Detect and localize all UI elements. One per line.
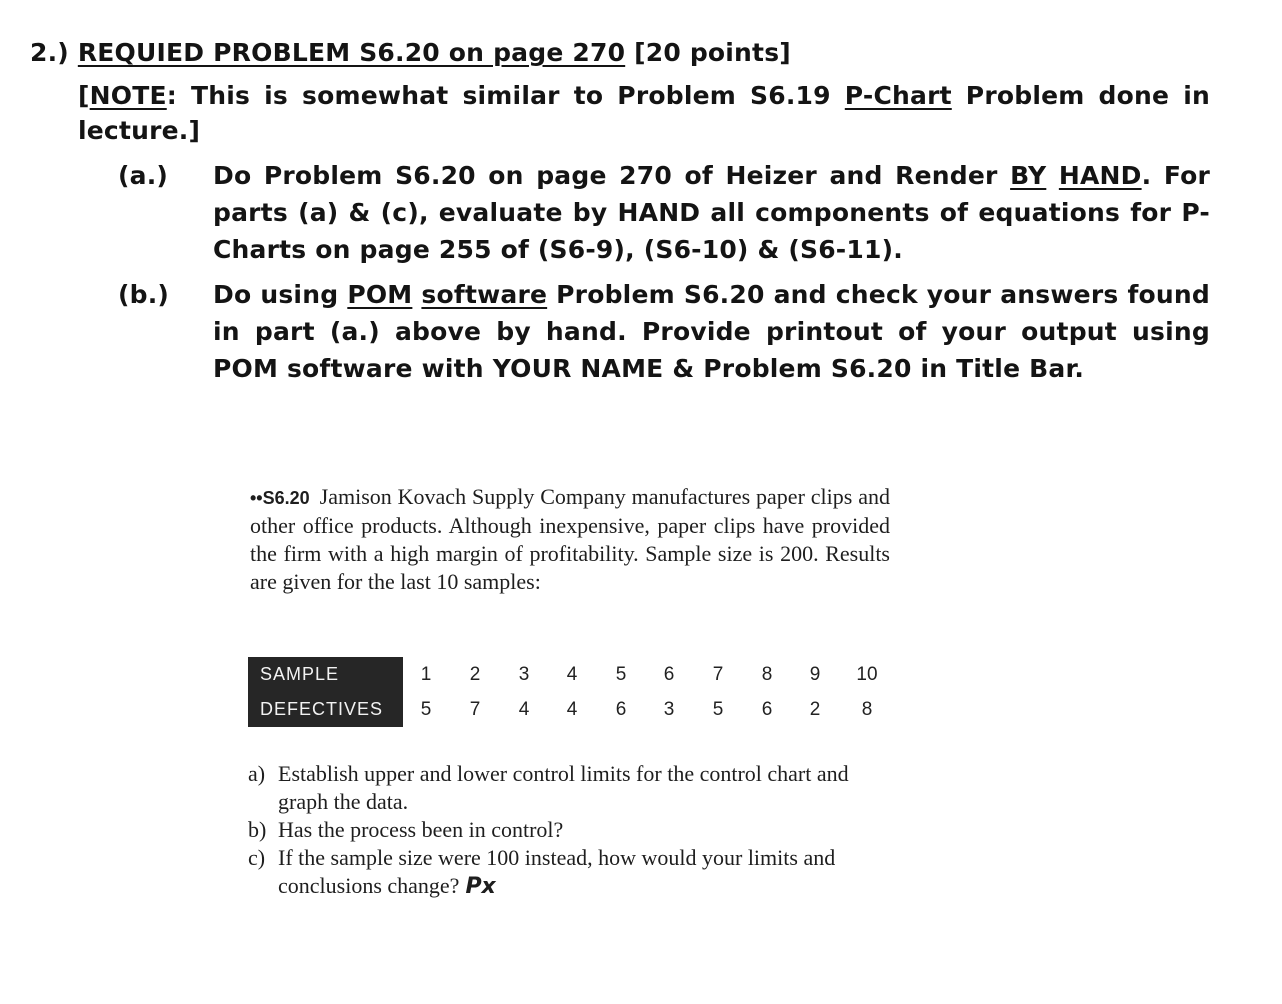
note-bracket: [	[78, 81, 90, 110]
defectives-cell: 6	[761, 699, 773, 720]
question-b	[248, 816, 898, 844]
part-a-hand: HAND	[1058, 161, 1142, 190]
defectives-cell: 5	[420, 699, 432, 720]
sample-cell: 2	[469, 664, 481, 685]
book-problem-intro	[250, 483, 890, 596]
part-b-text	[213, 276, 1210, 387]
part-b-software: software	[421, 280, 548, 309]
part-b-pom: POM	[347, 280, 413, 309]
question-c	[248, 844, 898, 901]
defectives-cell: 5	[712, 699, 724, 720]
note-label: NOTE	[89, 81, 167, 110]
sample-cell: 10	[856, 664, 878, 685]
book-questions	[248, 760, 898, 901]
defectives-cell: 2	[809, 699, 821, 720]
part-b-marker: (b.)	[118, 280, 170, 309]
sample-cell: 9	[809, 664, 821, 685]
heading-points: [20 points]	[634, 38, 791, 67]
defectives-header: DEFECTIVES	[248, 692, 403, 727]
question-label: b)	[248, 817, 267, 842]
note-p-chart: P-Chart	[844, 81, 952, 110]
defectives-cell: 4	[566, 699, 578, 720]
heading-title: REQUIED PROBLEM S6.20 on page 270	[77, 38, 626, 67]
book-intro-text: Jamison Kovach Supply Company manufactures paper clips and other office products. Although inexpensive, paper clips have provided the firm with a high margin of profitability. Sample size is 200. Results are given for the last 10 samples:	[250, 484, 890, 594]
sample-cell: 1	[420, 664, 432, 685]
part-b-pre: Do using	[213, 280, 348, 309]
px-icon: Px	[465, 874, 496, 899]
part-b-post: Problem S6.20 and check your answers found in part (a.) above by hand. Provide printout of your output using POM software with YOUR NAME & Problem S6.20 in Title Bar.	[213, 280, 1211, 383]
note-text-after: Problem done in lecture.]	[78, 81, 1210, 145]
sample-cell: 4	[566, 664, 578, 685]
book-problem-number: ••S6.20	[250, 488, 310, 508]
question-text: Establish upper and lower control limits for the control chart and graph the data.	[278, 761, 849, 814]
part-a-text	[213, 157, 1210, 268]
part-a-by: BY	[1010, 161, 1047, 190]
note-text-before: : This is somewhat similar to Problem S6.19	[166, 81, 845, 110]
question-label: a)	[248, 761, 266, 786]
note-paragraph	[78, 78, 1210, 148]
part-a-pre: Do Problem S6.20 on page 270 of Heizer and Render	[213, 161, 1011, 190]
defectives-cell: 3	[663, 699, 675, 720]
sample-cell: 3	[518, 664, 530, 685]
question-label: c)	[248, 845, 266, 870]
defectives-cell: 8	[861, 699, 873, 720]
defectives-cell: 4	[518, 699, 530, 720]
defectives-cell: 7	[469, 699, 481, 720]
heading-number: 2.)	[30, 38, 69, 67]
question-text: Has the process been in control?	[278, 817, 564, 842]
sample-cell: 5	[615, 664, 627, 685]
sample-cell: 7	[712, 664, 724, 685]
part-a-post: . For parts (a) & (c), evaluate by HAND all components of equations for P-Charts on page 255 of (S6-9), (S6-10) & (S6-11).	[213, 161, 1211, 264]
question-a	[248, 760, 898, 816]
sample-cell: 8	[761, 664, 773, 685]
sample-header: SAMPLE	[248, 657, 403, 692]
part-a-marker: (a.)	[118, 161, 169, 190]
assignment-heading	[30, 38, 791, 67]
sample-cell: 6	[663, 664, 675, 685]
question-text: If the sample size were 100 instead, how would your limits and conclusions change?	[278, 845, 836, 898]
defectives-cell: 6	[615, 699, 627, 720]
